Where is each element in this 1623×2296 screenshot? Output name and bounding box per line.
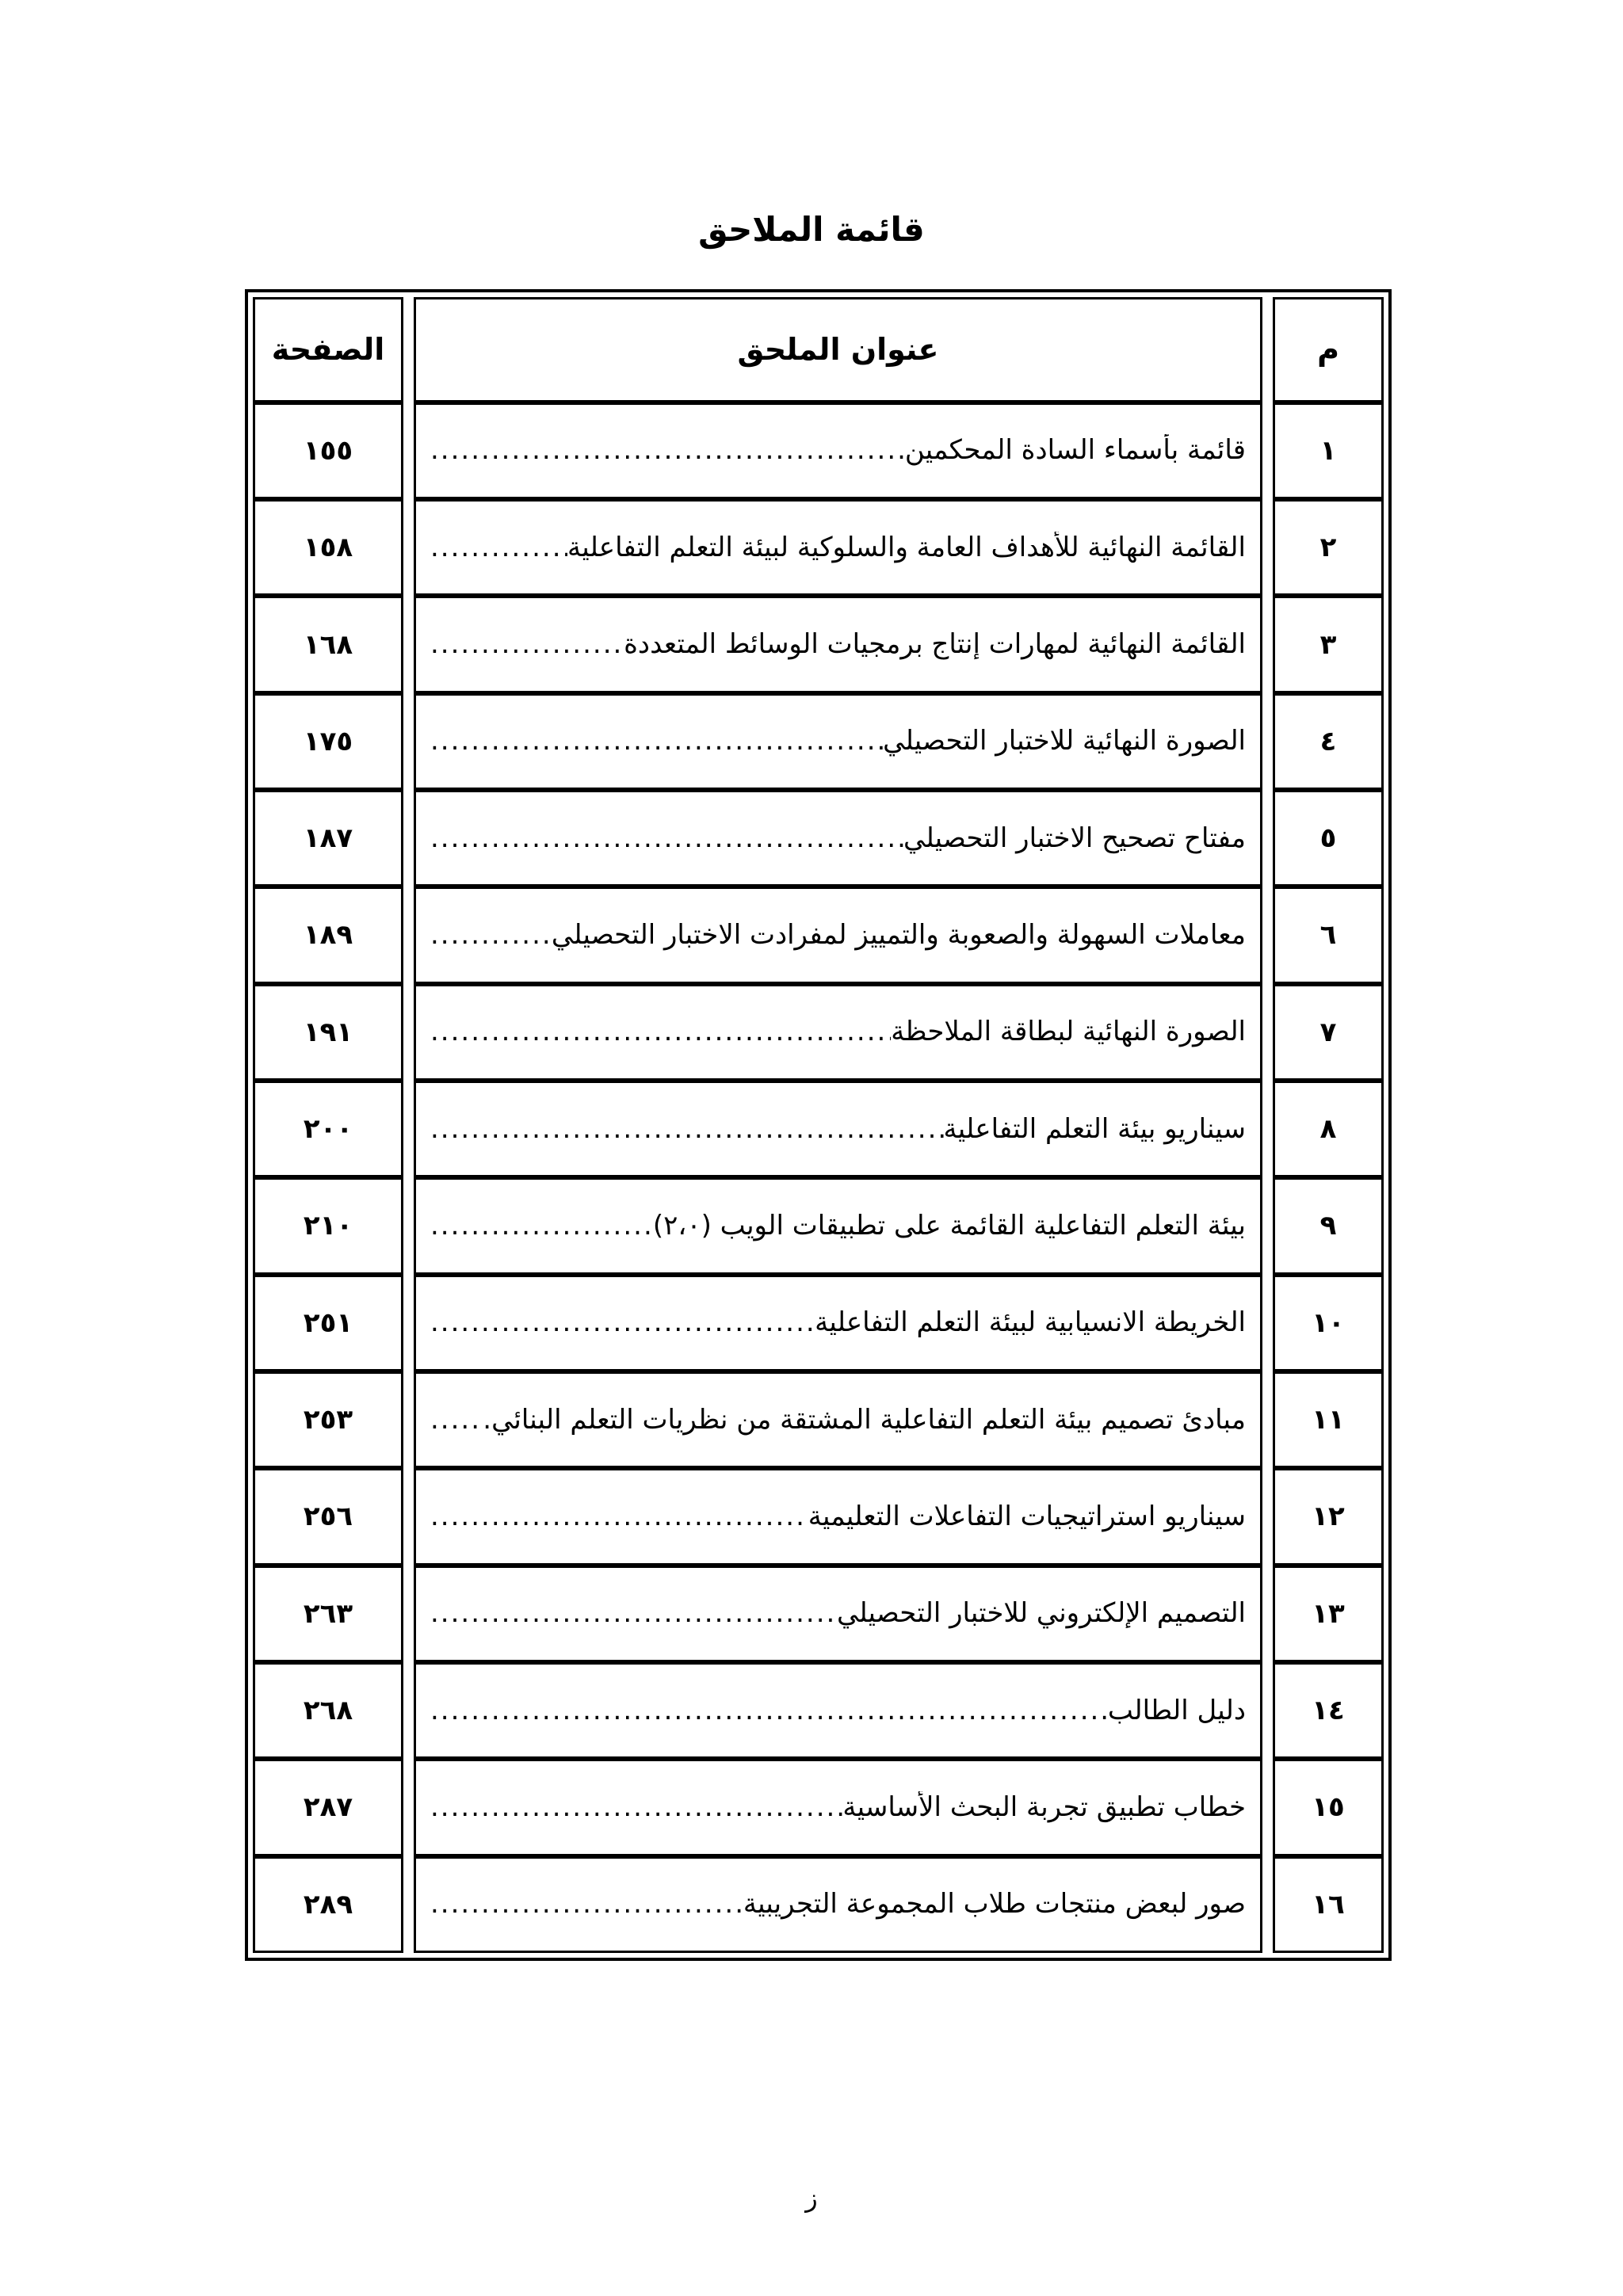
row-title-cell bbox=[414, 693, 1262, 790]
row-title: معاملات السهولة والصعوبة والتمييز لمفرادت الاختبار التحصيلي bbox=[551, 919, 1246, 952]
row-title-cell bbox=[414, 1275, 1262, 1371]
row-title: التصميم الإلكتروني للاختبار التحصيلي bbox=[836, 1597, 1246, 1630]
row-page: ٢٥٦ bbox=[253, 1468, 403, 1565]
table-row bbox=[253, 1177, 1384, 1274]
row-title: القائمة النهائية للأهداف العامة والسلوكية لبيئة التعلم التفاعلية bbox=[567, 531, 1246, 563]
header-page: الصفحة bbox=[253, 297, 403, 402]
table-row bbox=[253, 1856, 1384, 1953]
row-title-cell bbox=[414, 984, 1262, 1081]
row-title: قائمة بأسماء السادة المحكمين bbox=[904, 434, 1246, 467]
dot-leader bbox=[430, 1695, 1108, 1727]
dot-leader bbox=[430, 434, 905, 467]
table-row bbox=[253, 1468, 1384, 1565]
row-number: ٨ bbox=[1273, 1081, 1384, 1177]
row-number: ٦ bbox=[1273, 887, 1384, 983]
row-number: ١ bbox=[1273, 402, 1384, 499]
header-number: م bbox=[1273, 297, 1384, 402]
table-row bbox=[253, 1081, 1384, 1177]
table-row bbox=[253, 1662, 1384, 1759]
row-title-cell bbox=[414, 499, 1262, 596]
dot-leader bbox=[430, 628, 624, 661]
row-page: ٢٦٨ bbox=[253, 1662, 403, 1759]
row-title-cell bbox=[414, 1856, 1262, 1953]
dot-leader bbox=[430, 1016, 891, 1048]
row-number: ٥ bbox=[1273, 790, 1384, 887]
table-row bbox=[253, 1566, 1384, 1662]
page-title: قائمة الملاحق bbox=[698, 210, 925, 249]
row-title-cell bbox=[414, 1081, 1262, 1177]
row-number: ٧ bbox=[1273, 984, 1384, 1081]
row-page: ١٨٩ bbox=[253, 887, 403, 983]
row-title: سيناريو بيئة التعلم التفاعلية bbox=[943, 1112, 1246, 1145]
row-title: الصورة النهائية للاختبار التحصيلي bbox=[883, 725, 1246, 757]
row-number: ٢ bbox=[1273, 499, 1384, 596]
row-title-cell bbox=[414, 1759, 1262, 1855]
dot-leader bbox=[430, 1404, 483, 1436]
dot-leader bbox=[430, 1791, 842, 1824]
row-number: ١٦ bbox=[1273, 1856, 1384, 1953]
row-title: سيناريو استراتيجيات التفاعلات التعليمية bbox=[808, 1501, 1246, 1533]
dot-leader bbox=[430, 1597, 837, 1630]
row-page: ١٧٥ bbox=[253, 693, 403, 790]
row-page: ٢٨٩ bbox=[253, 1856, 403, 1953]
row-title: مفتاح تصحيح الاختبار التحصيلي bbox=[903, 822, 1246, 854]
table-row bbox=[253, 693, 1384, 790]
row-number: ٩ bbox=[1273, 1177, 1384, 1274]
row-title-cell bbox=[414, 1468, 1262, 1565]
row-title: الخريطة الانسيابية لبيئة التعلم التفاعلية bbox=[815, 1306, 1246, 1339]
row-title-cell bbox=[414, 790, 1262, 887]
table-row bbox=[253, 1275, 1384, 1371]
row-title: خطاب تطبيق تجربة البحث الأساسية bbox=[842, 1791, 1246, 1824]
page-number: ز bbox=[805, 2183, 818, 2213]
row-title: القائمة النهائية لمهارات إنتاج برمجيات الوسائط المتعددة bbox=[624, 628, 1246, 661]
dot-leader bbox=[430, 1888, 743, 1920]
row-number: ١٤ bbox=[1273, 1662, 1384, 1759]
row-number: ١٣ bbox=[1273, 1566, 1384, 1662]
row-title: الصورة النهائية لبطاقة الملاحظة bbox=[891, 1016, 1246, 1048]
dot-leader bbox=[430, 1306, 815, 1339]
row-title: دليل الطالب bbox=[1107, 1694, 1246, 1726]
table-row bbox=[253, 887, 1384, 983]
header-appendix-title: عنوان الملحق bbox=[414, 297, 1262, 402]
dot-leader bbox=[430, 822, 903, 855]
row-title-cell bbox=[414, 1177, 1262, 1274]
row-page: ٢١٠ bbox=[253, 1177, 403, 1274]
table-row bbox=[253, 596, 1384, 692]
row-number: ٣ bbox=[1273, 596, 1384, 692]
row-number: ١١ bbox=[1273, 1371, 1384, 1468]
dot-leader bbox=[430, 532, 567, 564]
table-header-row bbox=[253, 297, 1384, 402]
table-row bbox=[253, 499, 1384, 596]
row-page: ١٥٥ bbox=[253, 402, 403, 499]
row-number: ١٥ bbox=[1273, 1759, 1384, 1855]
row-title-cell bbox=[414, 1662, 1262, 1759]
row-page: ١٩١ bbox=[253, 984, 403, 1081]
row-page: ١٥٨ bbox=[253, 499, 403, 596]
dot-leader bbox=[430, 725, 883, 757]
table-row bbox=[253, 790, 1384, 887]
dot-leader bbox=[430, 919, 552, 952]
table-row bbox=[253, 402, 1384, 499]
dot-leader bbox=[430, 1501, 808, 1533]
row-page: ٢٠٠ bbox=[253, 1081, 403, 1177]
dot-leader bbox=[430, 1210, 653, 1242]
row-page: ٢٨٧ bbox=[253, 1759, 403, 1855]
table-row bbox=[253, 1759, 1384, 1855]
row-title-cell bbox=[414, 1371, 1262, 1468]
row-page: ١٦٨ bbox=[253, 596, 403, 692]
row-title-cell bbox=[414, 402, 1262, 499]
row-number: ٤ bbox=[1273, 693, 1384, 790]
row-title-cell bbox=[414, 596, 1262, 692]
appendix-table bbox=[253, 297, 1384, 1953]
table-row bbox=[253, 1371, 1384, 1468]
row-number: ١٢ bbox=[1273, 1468, 1384, 1565]
appendix-table-frame bbox=[245, 289, 1392, 1961]
row-title: بيئة التعلم التفاعلية القائمة على تطبيقات الويب (٢،٠) bbox=[652, 1210, 1246, 1242]
row-page: ٢٥٣ bbox=[253, 1371, 403, 1468]
row-page: ٢٦٣ bbox=[253, 1566, 403, 1662]
row-page: ١٨٧ bbox=[253, 790, 403, 887]
row-title: مبادئ تصميم بيئة التعلم التفاعلية المشتقة من نظريات التعلم البنائي. bbox=[483, 1403, 1246, 1436]
table-row bbox=[253, 984, 1384, 1081]
row-title: صور لبعض منتجات طلاب المجموعة التجريبية bbox=[743, 1888, 1246, 1920]
row-title-cell bbox=[414, 887, 1262, 983]
row-title-cell bbox=[414, 1566, 1262, 1662]
dot-leader bbox=[430, 1113, 944, 1146]
row-number: ١٠ bbox=[1273, 1275, 1384, 1371]
row-page: ٢٥١ bbox=[253, 1275, 403, 1371]
